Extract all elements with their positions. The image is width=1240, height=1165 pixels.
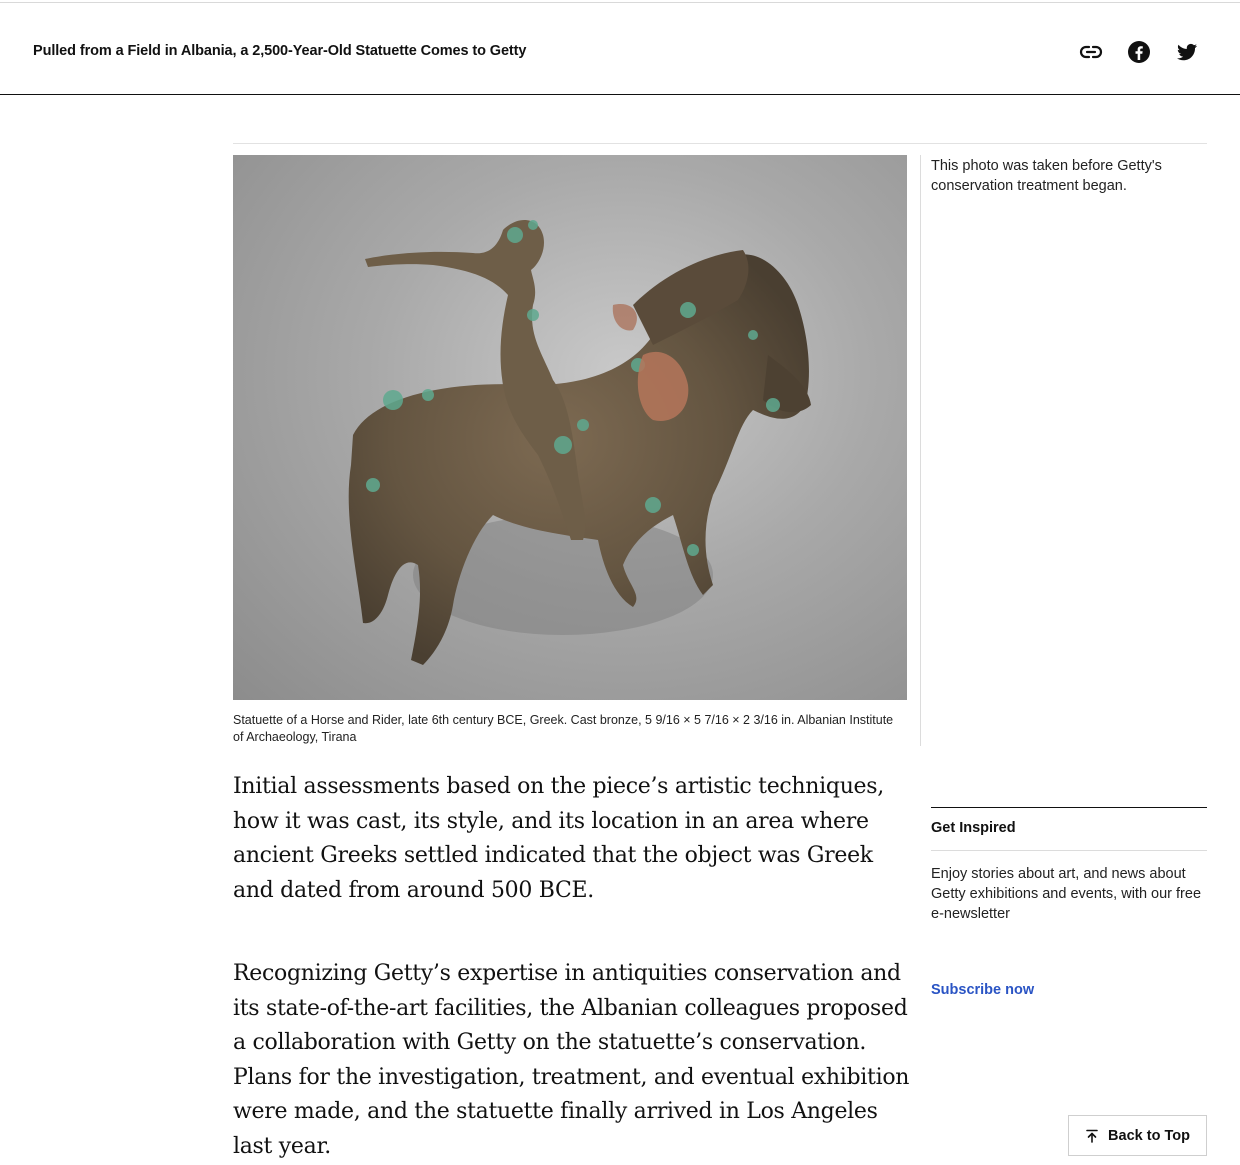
newsletter-title: Get Inspired bbox=[931, 820, 1016, 836]
statuette-photo bbox=[233, 155, 907, 700]
article-paragraph: Initial assessments based on the piece’s artistic techniques, how it was cast, its style, and its location in an area where ancient Greeks settled indicated that the object was Greek and dated from around 500 BCE. bbox=[233, 774, 884, 903]
facebook-icon[interactable] bbox=[1127, 40, 1151, 64]
newsletter-description: Enjoy stories about art, and news about Getty exhibitions and events, with our free e-newsletter bbox=[931, 866, 1202, 922]
arrow-up-to-line-icon bbox=[1085, 1129, 1099, 1143]
sticky-header bbox=[0, 3, 1240, 95]
article-title: Pulled from a Field in Albania, a 2,500-Year-Old Statuette Comes to Getty bbox=[33, 43, 527, 59]
back-to-top-label: Back to Top bbox=[1108, 1127, 1190, 1144]
photo-side-note: This photo was taken before Getty's conservation treatment began. bbox=[931, 158, 1162, 194]
newsletter-top-rule bbox=[931, 807, 1207, 808]
article-paragraph: Recognizing Getty’s expertise in antiquities conservation and its state-of-the-art facilities, the Albanian colleagues proposed a collaboration with Getty on the statuette’s conservation. Plans for the investigation, treatment, and eventual exhibition were made, and the statuette finally arrived in Los Angeles last year. bbox=[233, 961, 910, 1159]
twitter-icon[interactable] bbox=[1175, 40, 1199, 64]
copy-link-icon[interactable] bbox=[1079, 40, 1103, 64]
sidebar-divider bbox=[920, 155, 921, 746]
back-to-top-button[interactable] bbox=[1068, 1115, 1207, 1156]
photo-caption: Statuette of a Horse and Rider, late 6th century BCE, Greek. Cast bronze, 5 9/16 × 5 7/16 × 2 3/16 in. Albanian Institute of Archaeology, Tirana bbox=[233, 713, 894, 744]
content-divider bbox=[233, 143, 1207, 144]
newsletter-divider bbox=[931, 850, 1207, 851]
subscribe-link[interactable]: Subscribe now bbox=[931, 982, 1035, 998]
